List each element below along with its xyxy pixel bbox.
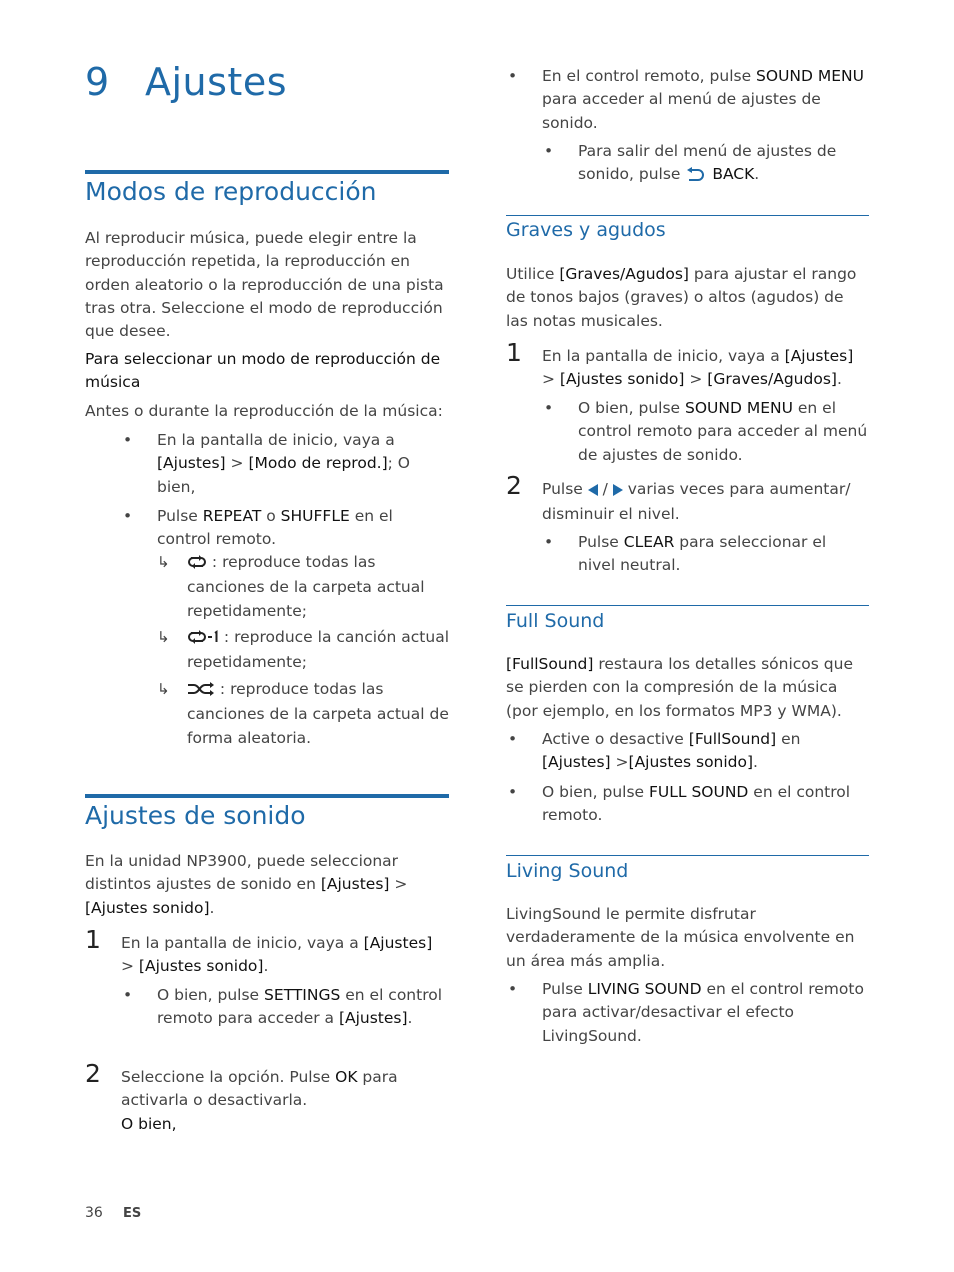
bullet-marker: • — [123, 431, 133, 449]
shuffle-icon — [187, 680, 215, 703]
result-arrow: ↳ — [157, 680, 170, 698]
step-number: 2 — [506, 471, 522, 500]
result-repeat-all: : reproduce todas las canciones de la carpeta actual repetidamente; — [187, 553, 425, 620]
bullet-marker: • — [123, 986, 133, 1004]
sonido-intro: En la unidad NP3900, puede seleccionar distintos ajustes de sonido en [Ajustes] > [Ajustes sonido]. — [85, 852, 408, 917]
subsection-title-graves: Graves y agudos — [506, 219, 666, 241]
sonido-step-1: En la pantalla de inicio, vaya a [Ajustes] > [Ajustes sonido]. — [121, 934, 433, 976]
bullet-marker: • — [123, 507, 133, 525]
modos-subheading: Para seleccionar un modo de reproducción de música — [85, 350, 441, 392]
fullsound-bullet-2: O bien, pulse FULL SOUND en el control remoto. — [542, 783, 851, 825]
chapter-title — [85, 60, 287, 104]
bullet-marker: • — [544, 399, 554, 417]
sonido-step-1-sub: O bien, pulse SETTINGS en el control remoto para acceder a [Ajustes]. — [157, 986, 443, 1028]
graves-step-1-sub: O bien, pulse SOUND MENU en el control remoto para acceder al menú de ajustes de sonido. — [578, 399, 868, 464]
section-divider — [85, 794, 449, 798]
language-code: ES — [123, 1206, 142, 1221]
section-divider — [85, 170, 449, 174]
repeat-one-icon — [187, 628, 219, 651]
result-arrow: ↳ — [157, 628, 170, 646]
graves-intro: Utilice [Graves/Agudos] para ajustar el rango de tonos bajos (graves) o altos (agudos) de las notas musicales. — [506, 265, 857, 330]
step-number: 1 — [85, 925, 101, 954]
step-number: 1 — [506, 338, 522, 367]
sonido-remote-bullet: En el control remoto, pulse SOUND MENU para acceder al menú de ajustes de sonido. — [542, 67, 864, 132]
result-repeat-one: : reproduce la canción actual repetidamente; — [187, 628, 450, 672]
fullsound-bullet-1: Active o desactive [FullSound] en [Ajustes] >[Ajustes sonido]. — [542, 730, 801, 772]
subsection-title-living: Living Sound — [506, 860, 629, 882]
graves-step-1: En la pantalla de inicio, vaya a [Ajustes] > [Ajustes sonido] > [Graves/Agudos]. — [542, 347, 854, 389]
chapter-name: Ajustes — [145, 60, 288, 104]
back-icon — [685, 165, 707, 188]
sonido-remote-sub: Para salir del menú de ajustes de sonido, pulse BACK. — [578, 140, 868, 189]
graves-step-2: Pulse / varias veces para aumentar/ disminuir el nivel. — [542, 480, 851, 524]
result-shuffle: : reproduce todas las canciones de la carpeta actual de forma aleatoria. — [187, 680, 449, 747]
repeat-all-icon — [187, 553, 207, 576]
step-number: 2 — [85, 1059, 101, 1088]
bullet-marker: • — [508, 730, 518, 748]
sonido-step-2: Seleccione la opción. Pulse OK para activarla o desactivarla. O bien, — [121, 1068, 398, 1133]
subsection-title-fullsound: Full Sound — [506, 610, 605, 632]
bullet-marker: • — [508, 980, 518, 998]
living-bullet-1: Pulse LIVING SOUND en el control remoto para activar/desactivar el efecto LivingSound. — [542, 980, 864, 1045]
left-arrow-icon — [588, 480, 598, 503]
modos-intro: Al reproducir música, puede elegir entre la reproducción repetida, la reproducción en orden aleatorio o la reproducción de una pista tras otra. Seleccione el modo de reproducción que desee. — [85, 229, 444, 341]
section-title-sonido: Ajustes de sonido — [85, 801, 306, 830]
page-number: 36 — [85, 1205, 103, 1221]
bullet-marker: • — [508, 783, 518, 801]
bullet-marker: • — [508, 67, 518, 85]
section-title-modos: Modos de reproducción — [85, 177, 377, 206]
modos-bullet-2: Pulse REPEAT o SHUFFLE en el control remoto. — [157, 507, 393, 549]
bullet-marker: • — [544, 142, 554, 160]
subsection-divider — [506, 855, 869, 856]
subsection-divider — [506, 605, 869, 606]
right-arrow-icon — [613, 480, 623, 503]
modos-bullet-1: En la pantalla de inicio, vaya a [Ajustes] > [Modo de reprod.]; O bien, — [157, 431, 410, 496]
bullet-marker: • — [544, 533, 554, 551]
chapter-number: 9 — [85, 60, 110, 104]
fullsound-intro: [FullSound] restaura los detalles sónicos que se pierden con la compresión de la música (por ejemplo, en los formatos MP3 y WMA). — [506, 655, 853, 720]
subsection-divider — [506, 215, 869, 216]
modos-before: Antes o durante la reproducción de la música: — [85, 402, 443, 420]
living-intro: LivingSound le permite disfrutar verdaderamente de la música envolvente en un área más amplia. — [506, 905, 855, 970]
graves-step-2-sub: Pulse CLEAR para seleccionar el nivel neutral. — [578, 533, 827, 575]
result-arrow: ↳ — [157, 553, 170, 571]
